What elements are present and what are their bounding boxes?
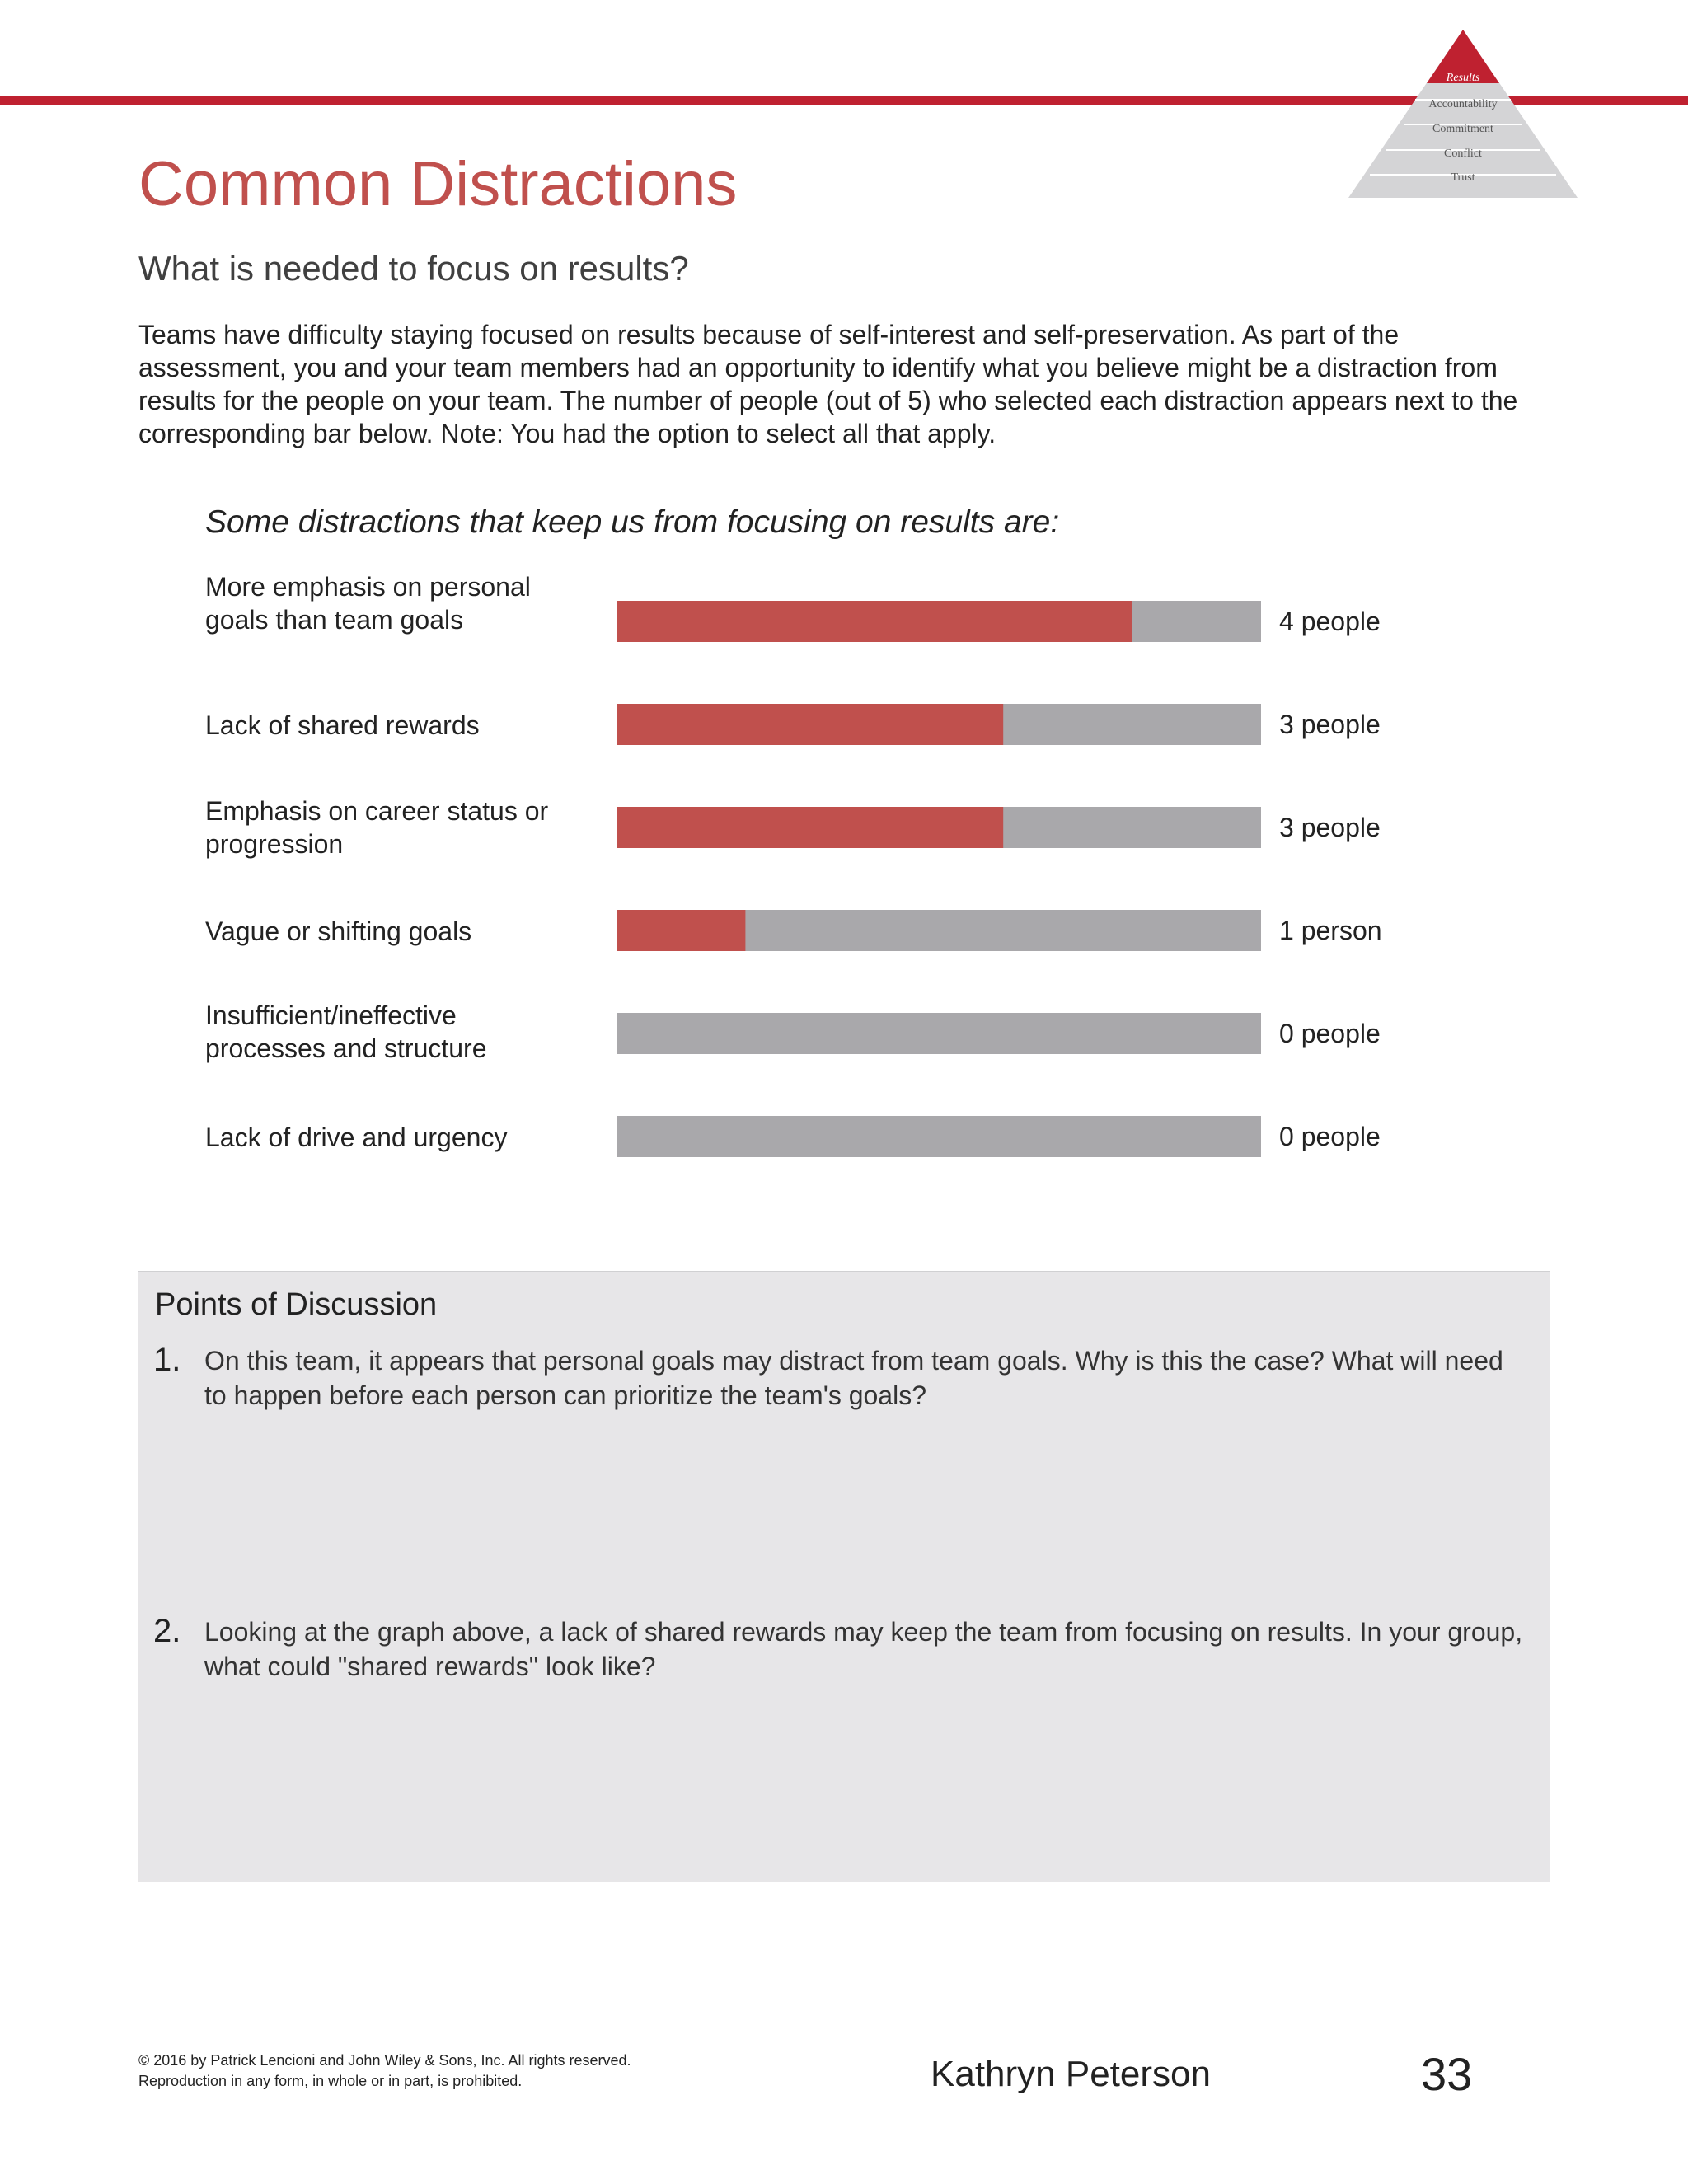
question-number: 1. (153, 1342, 181, 1378)
page-number: 33 (1421, 2048, 1473, 2100)
bar-track (617, 1013, 1261, 1054)
copyright-line: Reproduction in any form, in whole or in part, is prohibited. (138, 2073, 523, 2089)
bar-track (617, 807, 1261, 848)
bar-value-label: 0 people (1279, 1019, 1381, 1048)
bar-value-label: 3 people (1279, 710, 1381, 739)
bar-track (617, 910, 1261, 951)
pyramid-level-commitment: Commitment (1432, 123, 1493, 135)
bar-value-label: 4 people (1279, 607, 1381, 636)
bar-category-label: Lack of shared rewards (205, 710, 480, 740)
copyright-line: © 2016 by Patrick Lencioni and John Wiley & Sons, Inc. All rights reserved. (138, 2052, 631, 2069)
pyramid-level-accountability: Accountability (1428, 98, 1498, 110)
discussion-title: Points of Discussion (155, 1287, 438, 1322)
page-title: Common Distractions (138, 149, 738, 219)
bar-fill (617, 601, 1132, 642)
copyright-notice (138, 2050, 631, 2092)
bar-category-label: Vague or shifting goals (205, 916, 472, 946)
participant-name: Kathryn Peterson (931, 2054, 1211, 2094)
bar-track (617, 1116, 1261, 1157)
question-text: On this team, it appears that personal goals may distract from team goals. Why is this the case? What will need to happen before each person can prioritize the team's goals? (204, 1346, 1503, 1410)
pyramid-level-trust: Trust (1451, 171, 1475, 184)
question-number: 2. (153, 1613, 181, 1649)
bar-category-label: Insufficient/ineffective processes and structure (205, 1001, 487, 1063)
pyramid-level-results: Results (1446, 72, 1480, 84)
bar-fill (617, 910, 745, 951)
bar-category-label: More emphasis on personal goals than team goals (205, 572, 531, 635)
page-subtitle: What is needed to focus on results? (138, 249, 689, 288)
intro-paragraph: Teams have difficulty staying focused on results because of self-interest and self-preservation. As part of the assessment, you and your team members had an opportunity to identify what you believe might be a distraction from results for the people on your team. The number of people (out of 5) who selected each distraction appears next to the corresponding bar below. Note: You had the option to select all that apply. (138, 320, 1518, 448)
bar-value-label: 1 person (1279, 916, 1382, 945)
five-dysfunctions-pyramid-icon (1348, 30, 1578, 198)
question-text: Looking at the graph above, a lack of shared rewards may keep the team from focusing on results. In your group, what could "shared rewards" look like? (204, 1617, 1523, 1681)
bar-category-label: Lack of drive and urgency (205, 1122, 508, 1152)
pyramid-level-conflict: Conflict (1444, 148, 1482, 160)
bar-fill (617, 807, 1003, 848)
bar-category-label: Emphasis on career status or progression (205, 796, 549, 859)
bar-track (617, 704, 1261, 745)
bar-value-label: 0 people (1279, 1122, 1381, 1151)
chart-title: Some distractions that keep us from focusing on results are: (205, 504, 1060, 540)
bar-fill (617, 704, 1003, 745)
bar-track (617, 601, 1261, 642)
points-of-discussion-panel (138, 1271, 1550, 1882)
bar-value-label: 3 people (1279, 813, 1381, 842)
